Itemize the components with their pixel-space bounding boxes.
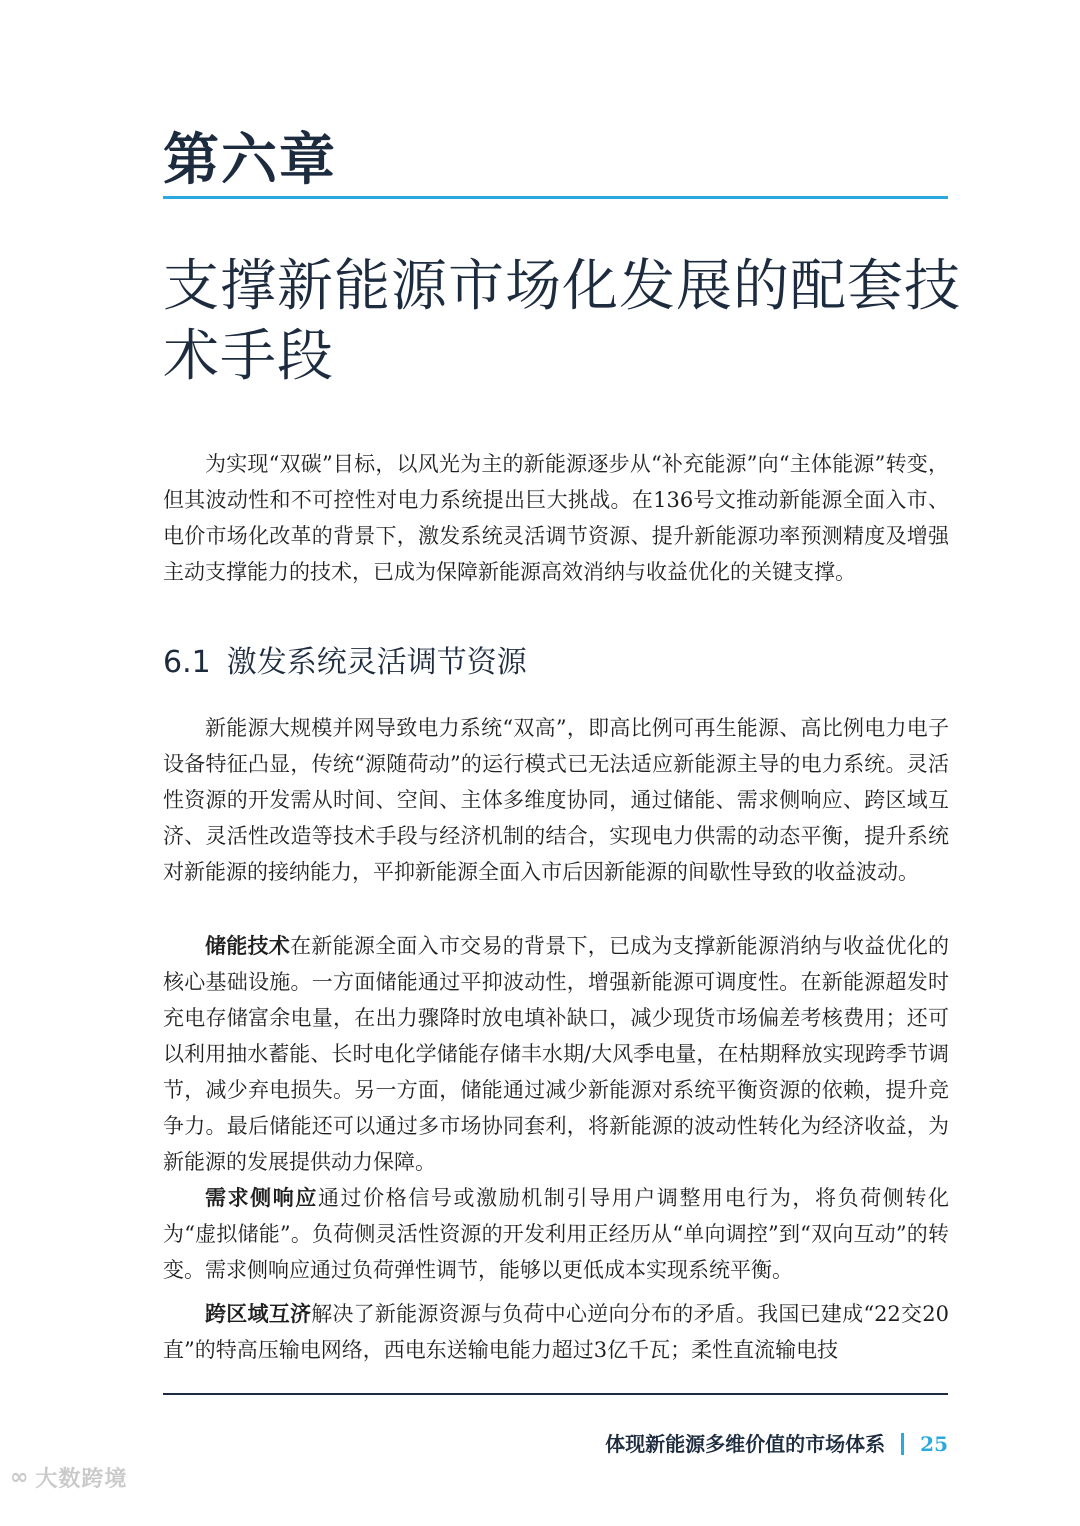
paragraph-text: 在新能源全面入市交易的背景下，已成为支撑新能源消纳与收益优化的核心基础设施。一方面储能通过平抑波动性，增强新能源可调度性。在新能源超发时充电存储富余电量，在出力骤降时放电填补缺口，减少现货市场偏差考核费用；还可以利用抽水蓄能、长时电化学储能存储丰水期/大风季电量，在枯期释放实现跨季节调节，减少弃电损失。另一方面，储能通过减少新能源对系统平衡资源的依赖，提升竞争力。最后储能还可以通过多市场协同套利，将新能源的波动性转化为经济收益，为新能源的发展提供动力保障。 bbox=[163, 934, 950, 1174]
footer-separator bbox=[901, 1433, 904, 1455]
section-title: 激发系统灵活调节资源 bbox=[226, 645, 527, 680]
paragraph-lead: 跨区域互济 bbox=[205, 1302, 312, 1326]
section-number: 6.1 bbox=[163, 645, 211, 680]
footer-divider bbox=[163, 1393, 948, 1395]
paragraph-flexibility: 新能源大规模并网导致电力系统“双高”，即高比例可再生能源、高比例电力电子设备特征凸显，传统“源随荷动”的运行模式已无法适应新能源主导的电力系统。灵活性资源的开发需从时间、空间、主体多维度协同，通过储能、需求侧响应、跨区域互济、灵活性改造等技术手段与经济机制的结合，实现电力供需的动态平衡，提升系统对新能源的接纳能力，平抑新能源全面入市后因新能源的间歇性导致的收益波动。 bbox=[163, 716, 949, 884]
chapter-title bbox=[163, 252, 963, 392]
paragraph-lead: 储能技术 bbox=[205, 934, 291, 958]
chapter-title-line-1: 支撑新能源市场化发展的配套技 bbox=[163, 254, 961, 319]
page-number: 25 bbox=[920, 1432, 948, 1456]
watermark bbox=[10, 1462, 127, 1493]
footer-title: 体现新能源多维价值的市场体系 bbox=[605, 1432, 886, 1456]
paragraph-storage bbox=[163, 928, 949, 1180]
watermark-text: 大数跨境 bbox=[35, 1467, 128, 1492]
chapter-divider bbox=[163, 196, 948, 199]
paragraph-cross-region bbox=[163, 1296, 949, 1368]
watermark-logo-icon: ∞ bbox=[10, 1465, 30, 1490]
page-footer bbox=[605, 1430, 948, 1458]
section-heading bbox=[163, 643, 527, 683]
paragraph-text: 通过价格信号或激励机制引导用户调整用电行为，将负荷侧转化为“虚拟储能”。负荷侧灵活性资源的开发利用正经历从“单向调控”到“双向互动”的转变。需求侧响应通过负荷弹性调节，能够以更低成本实现系统平衡。 bbox=[163, 1186, 949, 1282]
paragraph-lead: 需求侧响应 bbox=[205, 1186, 318, 1210]
chapter-heading: 第六章 bbox=[163, 128, 337, 193]
paragraph-demand-response bbox=[163, 1180, 949, 1288]
chapter-title-line-2: 术手段 bbox=[163, 324, 334, 389]
intro-paragraph: 为实现“双碳”目标，以风光为主的新能源逐步从“补充能源”向“主体能源”转变，但其波动性和不可控性对电力系统提出巨大挑战。在136号文推动新能源全面入市、电价市场化改革的背景下，激发系统灵活调节资源、提升新能源功率预测精度及增强主动支撑能力的技术，已成为保障新能源高效消纳与收益优化的关键支撑。 bbox=[163, 452, 949, 584]
paragraph-text: 解决了新能源资源与负荷中心逆向分布的矛盾。我国已建成“22交20直”的特高压输电网络，西电东送输电能力超过3亿千瓦；柔性直流输电技 bbox=[163, 1302, 949, 1362]
